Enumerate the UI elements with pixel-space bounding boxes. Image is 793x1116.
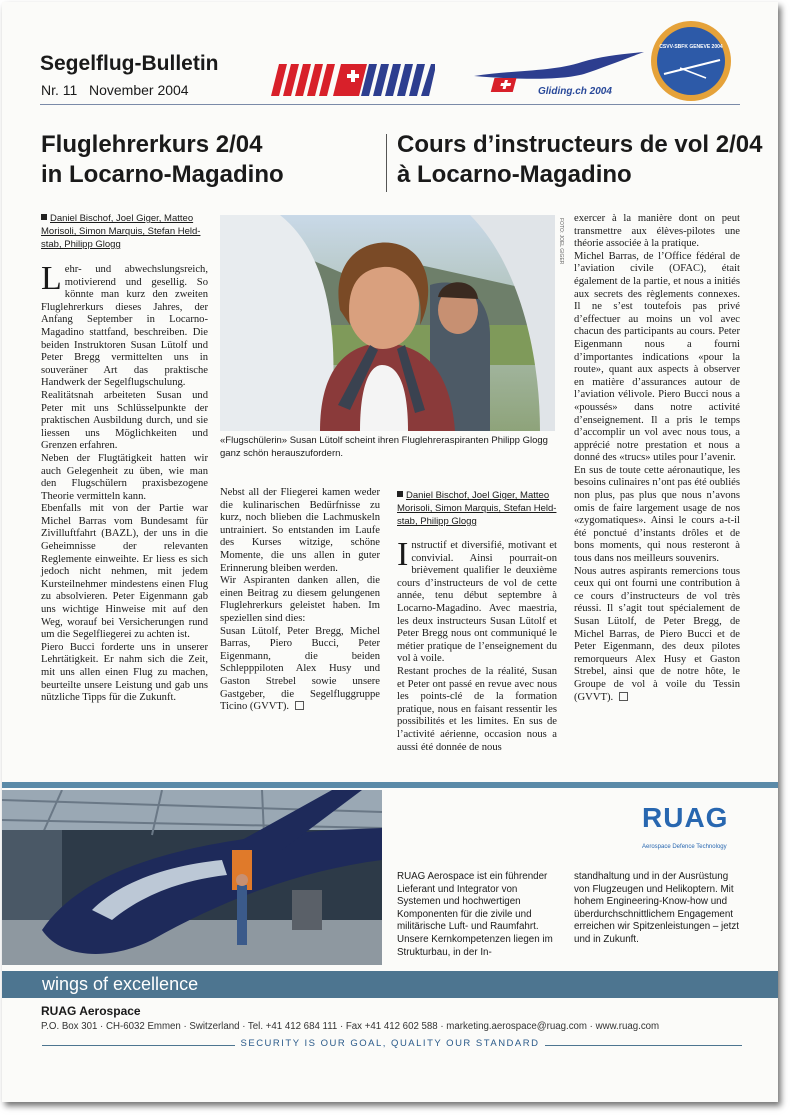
- paragraph: Piero Bucci forderte uns in unserer Lehrtätigkeit. Er nahm sich die Zeit, mit uns allen einen Flug zu machen, beurteilte unsere Leistung und gab uns nützliche Tipps für die Zukunft.: [41, 641, 208, 704]
- gliding-caption: Gliding.ch 2004: [538, 86, 612, 97]
- headline-german-line-2: in Locarno-Magadino: [41, 161, 284, 188]
- paragraph: ehr- und abwechslungsreich, motivierend und gesellig. So könnte man kurz den zweiten Fluglehrerkurs dieses Jahres, der Anfang September in Locarno-Magadino stattfand, beschreiben. Die beiden Instruktoren Susan Lütolf und Peter Bregg vermittelten uns in souveräner Art das praktische Handwerk der Segelflugschulung.: [41, 264, 208, 389]
- paragraph: Susan Lütolf, Peter Bregg, Michel Barras, Piero Bucci, Peter Eigenmann, die beiden Schlepppiloten Alex Husy und Gaston Strebel sowie unsere Gastgeber, die Segelfluggruppe Ticino (GVVT).: [220, 625, 380, 713]
- end-mark-icon: [619, 692, 628, 701]
- bullet-square-icon: [397, 491, 403, 497]
- headline-german-line-1: Fluglehrerkurs 2/04: [41, 131, 263, 158]
- headline-french-line-2: à Locarno-Magadino: [397, 161, 632, 188]
- issue-info: Nr. 11 November 2004: [41, 82, 189, 98]
- paragraph: Restant proches de la réalité, Susan et Peter ont passé en revue avec nous les points-clé de la formation pratique, nous en faisant ressentir les possibilités et les limites. En sus de l’activité aérienne, occasion nous a aussi été donnée de nous: [397, 665, 557, 753]
- french-column-1: [397, 536, 557, 754]
- advert-text-column-1: RUAG Aerospace ist ein führender Lieferant und Integrator von Systemen und hochwertigen Komponenten für die zivile und militärische Luft- und Raumfahrt. Unsere Kernkompetenzen liegen im Strukturbau, in der In-: [397, 871, 553, 958]
- authors-line: Morisoli, Simon Marquis, Stefan Held-: [397, 503, 557, 514]
- paragraph: Michel Barras, de l’Office fédéral de l’aviation civile (OFAC), était également de la partie, et nous a initiés aux secrets des règlements connexes. Il ne s’est toutefois pas privé d’effectuer au moins un vol avec chacun des participants au cours. Peter Eigenmann nous a fourni d’importantes indications «pour la route», quant aux aspects à observer en matière d’assurances autour de l’aviation vélivole. Piero Bucci nous a «poussés» dans notre activité d’enseignement. Il a pris le temps d’accomplir un vol avec nous tous, a apprécié notre prestation et nous a donné des «trucs» utiles pour l’avenir.: [574, 250, 740, 464]
- bullet-square-icon: [41, 214, 47, 220]
- championship-badge-logo: [650, 20, 732, 102]
- slogan-text: SECURITY IS OUR GOAL, QUALITY OUR STANDARD: [235, 1038, 546, 1049]
- ruag-logo: RUAG: [642, 802, 729, 833]
- authors-line: stab, Philipp Glogg: [397, 516, 477, 527]
- advert-tagline: wings of excellence: [42, 974, 199, 994]
- german-column-1: [41, 260, 208, 705]
- paragraph: Nous autres aspirants remercions tous ceux qui ont fourni une contribution à ce cours d’instructeurs de vol très réussi. Il s’agit tout spécialement de Susan Lütolf, de Peter Bregg, de Michel Barras, de Piero Bucci et de Peter Eigenmann, des deux pilotes remorqueurs Alex Husy et Gaston Strebel, ainsi que de notre hôte, le Groupe de vol à voile du Tessin (GVVT).: [574, 565, 740, 703]
- paragraph: Wir Aspiranten danken allen, die einen Beitrag zu diesem gelungenen Fluglehrerkurs geleistet haben. Im speziellen sind dies:: [220, 575, 380, 624]
- cockpit-photo: [220, 215, 555, 431]
- advert-top-rule: [2, 782, 778, 788]
- ruag-logo-subtitle: Aerospace Defence Technology: [642, 844, 727, 850]
- headline-german: [41, 130, 371, 190]
- hangar-jet-photo: [2, 790, 382, 965]
- authors-german: [41, 212, 211, 251]
- authors-line: stab, Philipp Glogg: [41, 239, 121, 250]
- paragraph: En sus de toute cette aéronautique, les besoins culinaires n’ont pas été oubliés non plus, pas plus que nous n’avons omis de faire largement usage de nos «zygomatiques». Ainsi le cours a-t-il été ponctué d’instants drôles et de bons moments, qui nous resteront à tous dans nos meilleurs souvenirs.: [574, 464, 740, 565]
- german-column-2: [220, 487, 380, 714]
- header-rule: [40, 104, 740, 105]
- paragraph: Ebenfalls mit von der Partie war Michel Barras vom Bundesamt für Zivilluftfahrt (BAZL), der uns in die Geheimnisse der relevanten Reglemente einweihte. Er liess es sich jedoch nicht nehmen, mit jedem Kursteilnehmer mindestens einen Flug zu absolvieren. Peter Eigenmann gab uns wichtige Hinweise mit auf den Weg, worauf bei Versicherungen rund um die Segelfliegerei zu achten ist.: [41, 503, 208, 641]
- paragraph: Neben der Flugtätigkeit hatten wir auch Gelegenheit zu üben, wie man den Flugschülern praxisbezogene Theorie vermitteln kann.: [41, 452, 208, 502]
- authors-line: Morisoli, Simon Marquis, Stefan Held-: [41, 226, 201, 237]
- authors-line: Daniel Bischof, Joel Giger, Matteo: [50, 213, 194, 224]
- paragraph: exercer à la manière dont on peut transmettre aux élèves-pilotes une théorie associée à la pratique.: [574, 213, 740, 250]
- drop-cap: I: [397, 536, 409, 573]
- magazine-title: Segelflug-Bulletin: [40, 52, 219, 75]
- paragraph: Nebst all der Fliegerei kamen weder die kulinarischen Bedürfnisse zu kurz, noch blieben die Lachmuskeln untrainiert. So entstanden im Laufe des Kurses witzige, schöne Momente, die uns allen in guter Erinnerung bleiben werden.: [220, 487, 380, 574]
- french-column-2: [574, 213, 740, 704]
- drop-cap: L: [41, 260, 62, 297]
- end-mark-icon: [295, 701, 304, 710]
- flag-stripes-logo: [267, 62, 435, 98]
- company-address: P.O. Box 301 · CH-6032 Emmen · Switzerland · Tel. +41 412 684 111 · Fax +41 412 602 588 · marketing.aerospace@ruag.com · www.ruag.com: [41, 1021, 660, 1032]
- paragraph: Realitätsnah arbeiteten Susan und Peter mit uns Schlüsselpunkte der praktischen Ausbildung durch, und sie liessen uns Möglichkeiten und Grenzen erfahren.: [41, 389, 208, 452]
- headline-divider: [386, 134, 387, 192]
- authors-french: [397, 489, 567, 528]
- photo-caption: «Flugschülerin» Susan Lütolf scheint ihren Fluglehreraspiranten Philipp Glogg ganz schön herauszufordern.: [220, 435, 548, 459]
- bulletin-page: [2, 2, 778, 1102]
- headline-french: [397, 130, 767, 190]
- company-slogan: [2, 1038, 778, 1049]
- photo-credit: FOTO: JOEL GIGER: [558, 218, 564, 265]
- authors-line: Daniel Bischof, Joel Giger, Matteo: [406, 490, 550, 501]
- headline-french-line-1: Cours d’instructeurs de vol 2/04: [397, 131, 763, 158]
- paragraph: nstructif et diversifié, motivant et convivial. Ainsi pourrait-on brièvement qualifier le deuxième cours d’instructeurs de vol de cette année, tenu début septembre à Locarno-Magadino. Avec maestria, les deux instructeurs Susan Lütolf et Peter Bregg nous ont communiqué le métier pratique de l’enseignement du vol à voile.: [397, 540, 557, 665]
- badge-text: CSVV-SBFK GENEVE 2004: [659, 44, 723, 50]
- advert-text-column-2: standhaltung und in der Ausrüstung von Flugzeugen und Helikoptern. Mit hohem Engineering-Know-how und überdurchschnittlichem Engagement erreichen wir Spitzenleistungen – jetzt und in Zukunft.: [574, 871, 740, 945]
- company-name: RUAG Aerospace: [41, 1004, 141, 1018]
